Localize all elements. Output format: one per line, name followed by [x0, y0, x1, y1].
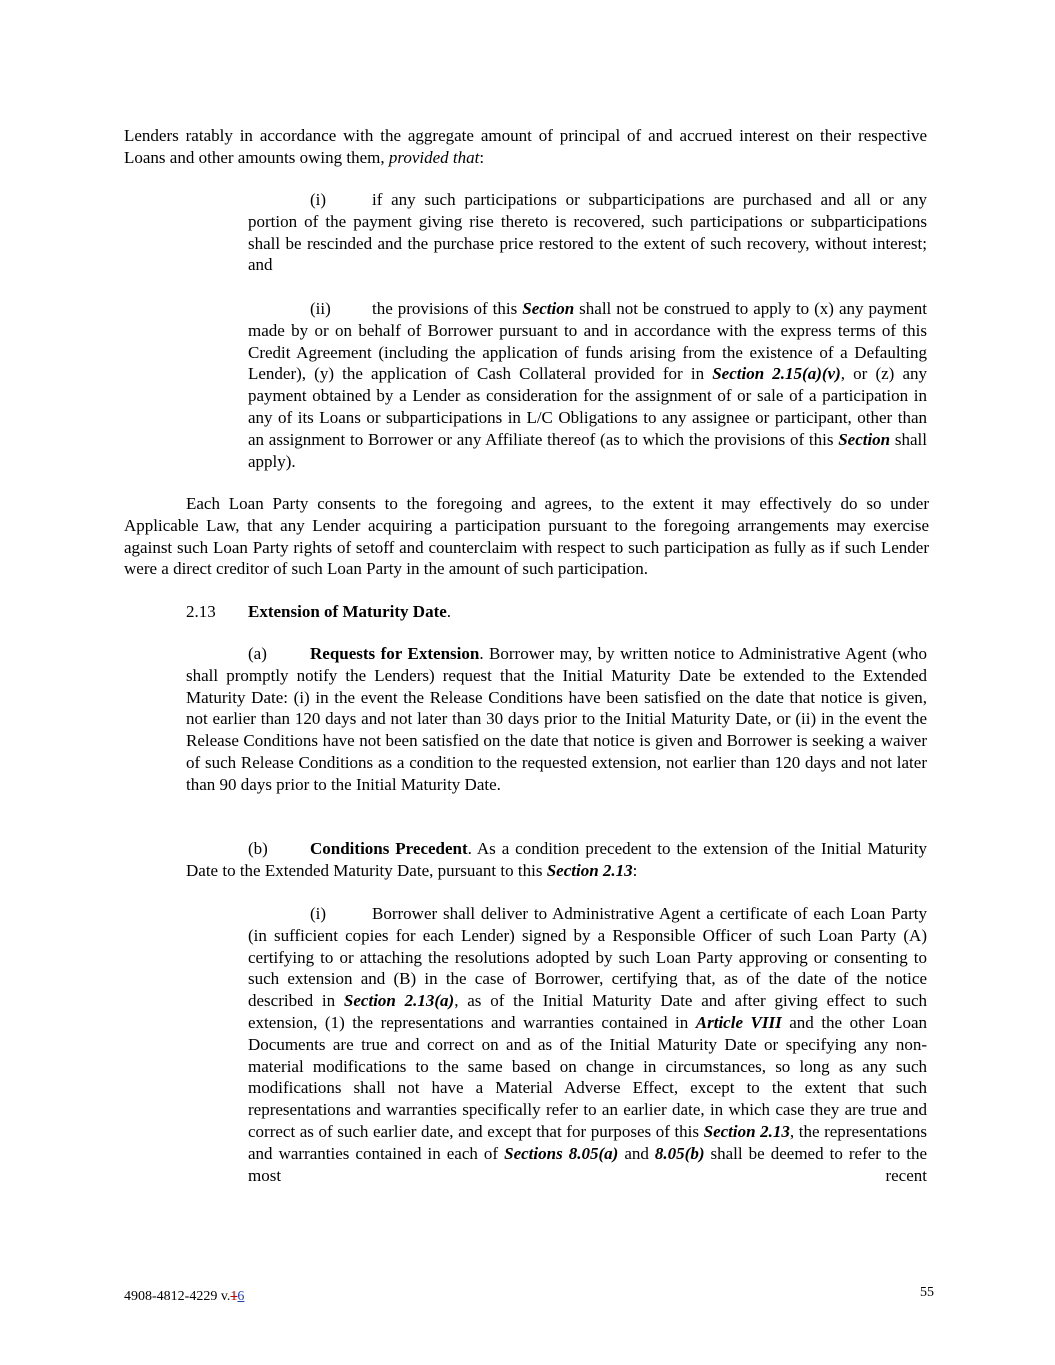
clause-i-number: (i) [310, 190, 327, 209]
subsection-b-text-a: . As a condition precedent to the extension of the Initial Maturity Date to the Extended Maturity Date, pursuant to this [186, 839, 927, 880]
clause-b-i-text-k: shall be deemed to refer to the most recent [248, 1143, 927, 1185]
clause-b-i-section-805a-ref: Sections 8.05(a) [504, 1143, 619, 1163]
clause-ii-text-a: the provisions of this [372, 299, 523, 318]
subsection-a-heading: Requests for Extension [310, 644, 480, 663]
clause-b-i-text-e: and the other Loan Documents are true and correct on and as of the Initial Maturity Date or specifying any non-material modifications to the same based on change in circumstances, so long as any such modifications shall not have a Material Adverse Effect, except to the extent that such representations and warranties specifically refer to an earlier date, in which case they are true and correct as of such earlier date, and except that for purposes of this [248, 1012, 928, 1141]
clause-b-i-text-c: , as of the Initial Maturity Date and after giving effect to such extension, (1) the representations and warranties contained in [248, 991, 927, 1032]
section-number: 2.13 [186, 602, 216, 621]
clause-b-i-text-g: , the representations and warranties contained in each of [248, 1121, 927, 1163]
clause-ii-section-215-ref: Section 2.15(a)(v) [712, 364, 841, 384]
subsection-b-clause-i-number: (i) [310, 904, 327, 923]
clause-ii [248, 298, 927, 472]
section-2-13-heading [186, 601, 786, 623]
page-number: 55 [920, 1285, 934, 1300]
clause-b-i-section-213-ref: Section 2.13 [703, 1121, 790, 1141]
inserted-version: 6 [237, 1289, 245, 1304]
intro-provided-that: provided that [388, 147, 480, 167]
clause-b-i-text-a: Borrower shall deliver to Administrative Agent a certificate of each Loan Party (in sufficient copies for each Lender) signed by a Responsible Officer of such Loan Party (A) certifying to or attaching the resolutions adopted by such Loan Party approving or consenting to such extension and (B) in the case of Borrower, certifying that, as of the date of the notice described in [248, 904, 927, 1011]
clause-ii-text-c: shall not be construed to apply to (x) any payment made by or on behalf of Borrower pursuant to and in accordance with the express terms of this Credit Agreement (including the application of funds arising from the existence of a Defaulting Lender), (y) the application of Cash Collateral provided for in [248, 299, 927, 384]
clause-b-i-article-viii-ref: Article VIII [695, 1012, 782, 1032]
subsection-a-number: (a) [248, 644, 267, 663]
subsection-b-colon: : [632, 860, 638, 880]
section-title-period: . [446, 602, 452, 621]
document-id-footer [124, 1289, 244, 1305]
consent-text: Each Loan Party consents to the foregoing and agrees, to the extent it may effectively do so under Applicable Law, that any Lender acquiring a participation pursuant to the foregoing arrangements may exercise against such Loan Party rights of setoff and counterclaim with respect to such participation as fully as if such Lender were a direct creditor of such Loan Party in the amount of such participation. [124, 494, 929, 579]
clause-b-i-section-213a-ref: Section 2.13(a) [343, 991, 455, 1011]
deleted-version: 1 [230, 1289, 238, 1304]
section-title: Extension of Maturity Date [248, 602, 447, 621]
clause-b-i-section-805b-ref: 8.05(b) [654, 1143, 705, 1163]
clause-i [248, 189, 927, 276]
subsection-b-section-ref: Section 2.13 [546, 860, 633, 880]
intro-colon: : [479, 147, 485, 167]
clause-ii-text-g: shall apply). [248, 429, 927, 471]
clause-b-i-text-i: and [618, 1143, 655, 1163]
clause-ii-text-e: , or (z) any payment obtained by a Lender as consideration for the assignment of or sale of a participation in any of its Loans or subparticipations in L/C Obligations to any assignee or participant, other than an assignment to Borrower or any Affiliate thereof (as to which the provisions of this [248, 364, 927, 449]
clause-ii-section-ref: Section [522, 299, 575, 318]
clause-i-text: if any such participations or subparticipations are purchased and all or any portion of the payment giving rise thereto is recovered, such participations or subparticipations shall be rescinded and the purchase price restored to the extent of such recovery, without interest; and [248, 190, 927, 275]
consent-paragraph [124, 493, 929, 580]
subsection-b-number: (b) [248, 839, 268, 858]
subsection-a [186, 643, 927, 796]
intro-paragraph [124, 125, 927, 169]
intro-text: Lenders ratably in accordance with the aggregate amount of principal of and accrued interest on their respective Loans and other amounts owing them, [124, 126, 927, 167]
subsection-b-clause-i [248, 903, 927, 1186]
subsection-b-heading: Conditions Precedent [310, 839, 468, 858]
clause-ii-number: (ii) [310, 299, 331, 318]
document-id: 4908-4812-4229 v. [124, 1289, 231, 1304]
subsection-b [186, 838, 927, 882]
subsection-a-text: . Borrower may, by written notice to Administrative Agent (who shall promptly notify the Lenders) request that the Initial Maturity Date be extended to the Extended Maturity Date: (i) in the event the Release Conditions have been satisfied on the date that notice is given, not earlier than 120 days and not later than 30 days prior to the Initial Maturity Date, or (ii) in the event the Release Conditions have not been satisfied on the date that notice is given and Borrower is seeking a waiver of such Release Conditions as a condition to the requested extension, not earlier than 120 days and not later than 90 days prior to the Initial Maturity Date. [186, 644, 927, 794]
clause-ii-section-ref-2: Section [838, 429, 891, 449]
